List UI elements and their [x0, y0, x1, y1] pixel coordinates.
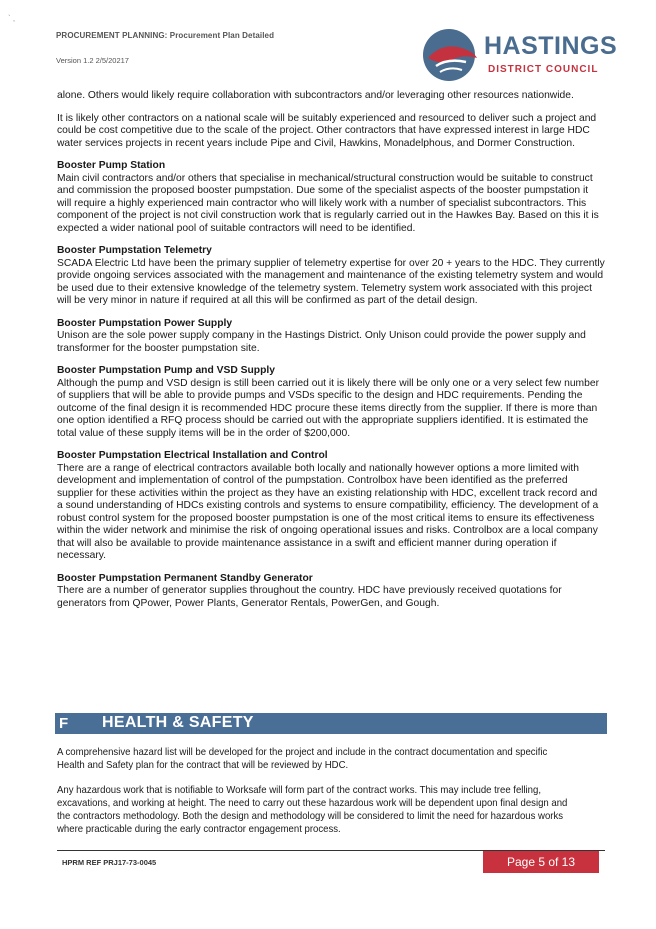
banner-title: HEALTH & SAFETY [102, 714, 254, 731]
hs-paragraph: Any hazardous work that is notifiable to Worksafe will form part of the contract works. This may include tree felling, excavations, and working at height. The need to carry out these hazardous work will be dependent upon final design and the contractors methodology. Both the design and methodology will be considered to limit the need for hazardous works where practicable during the early contractor engagement process. [57, 785, 568, 835]
logo-name: HASTINGS [484, 32, 618, 60]
section-text: There are a number of generator supplies throughout the country. HDC have previously received quotations for generators from QPower, Power Plants, Generator Rentals, PowerGen, and Gough. [57, 585, 562, 609]
section-heading: Booster Pumpstation Pump and VSD Supply [57, 365, 275, 376]
header-version: Version 1.2 2/5/20217 [56, 56, 129, 65]
section-heading: Booster Pumpstation Permanent Standby Generator [57, 572, 313, 584]
section-text: Although the pump and VSD design is still been carried out it is likely there will be only one or a very select few number of suppliers that will be able to provide pumps and VSDs specific to the design and HDC requirements. Pending the outcome of the final design it is recommended HDC procure these items directly from the supplier. If there is more than one option identified a RFQ process should be carried out with the appropriate suppliers identified. It is estimated the total value of these supply items will be in the order of $200,000. [57, 377, 600, 439]
section-heading: Booster Pumpstation Electrical Installation and Control [57, 450, 328, 461]
header-title: PROCUREMENT PLANNING: Procurement Plan Detailed [56, 31, 275, 40]
section-text: SCADA Electric Ltd have been the primary supplier of telemetry expertise for over 20 + years to the HDC. They currently provide ongoing services associated with the management and maintenance of the existing telemetry system and would be used due to their extensive knowledge of the telemetry system. Telemetry system work associated with this project will be very minor in nature if required at all this will be confirmed as part of the detail design. [57, 257, 605, 306]
page-number-badge: Page 5 of 13 [483, 851, 599, 873]
scan-mark: ` , [8, 14, 16, 23]
section-text: There are a range of electrical contractors available both locally and nationally however options a more limited with development and implementation of control of the pumpstation. Controlbox have been identified as the preferred supplier for these activities within the project as they have an existing relationship with HDC, excellent track record and a sound understanding of HDCs existing controls and systems to ensure compatibility, efficiency. The development of a robust control system for the proposed booster pumpstation is one of the most critical items to ensure its effectiveness within the wider network and minimise the risk of ongoing operational issues and risks. Controlbox are a local company that will also be available to provide maintenance assistance in a swift and efficient manner during operation if necessary. [57, 462, 599, 561]
banner-letter: F [59, 715, 69, 732]
intro-paragraph: alone. Others would likely require collaboration with subcontractors and/or leveraging other resources nationwide. [57, 90, 574, 101]
footer-reference: HPRM REF PRJ17-73-0045 [62, 858, 157, 867]
council-logo [422, 28, 622, 82]
body-text [57, 90, 605, 620]
section-heading: Booster Pumpstation Telemetry [57, 245, 212, 256]
health-safety-text [57, 746, 572, 848]
section-heading: Booster Pump Station [57, 160, 166, 171]
section-banner [55, 713, 607, 734]
section-text: Main civil contractors and/or others that specialise in mechanical/structural construction would be suitable to construct and commission the proposed booster pumpstation. Due some of the specialist aspects of the booster pumpstation it will require a highly experienced main contractor who will likely work with a number of specialist subcontractors. This component of the project is not civil construction work that is regularly carried out in the Hawkes Bay. Based on this it is expected a wider national pool of suitable contractors will need to be identified. [57, 172, 599, 234]
intro-paragraph: It is likely other contractors on a national scale will be suitably experienced and resourced to deliver such a project and could be cost competitive due to the scale of the project. Other contractors that have expressed interest in large HDC water services projects in recent years include Pipe and Civil, Hawkins, Monadelphous, and Dormer Construction. [57, 112, 597, 149]
section-text: Unison are the sole power supply company in the Hastings District. Only Unison could provide the power supply and transformer for the booster pumpstation site. [57, 330, 586, 354]
hs-paragraph: A comprehensive hazard list will be developed for the project and include in the contract documentation and specific Health and Safety plan for the contract that will be reviewed by HDC. [57, 747, 548, 771]
logo-subtitle: DISTRICT COUNCIL [488, 64, 599, 75]
section-heading: Booster Pumpstation Power Supply [57, 317, 233, 329]
logo-emblem-icon [422, 28, 482, 82]
